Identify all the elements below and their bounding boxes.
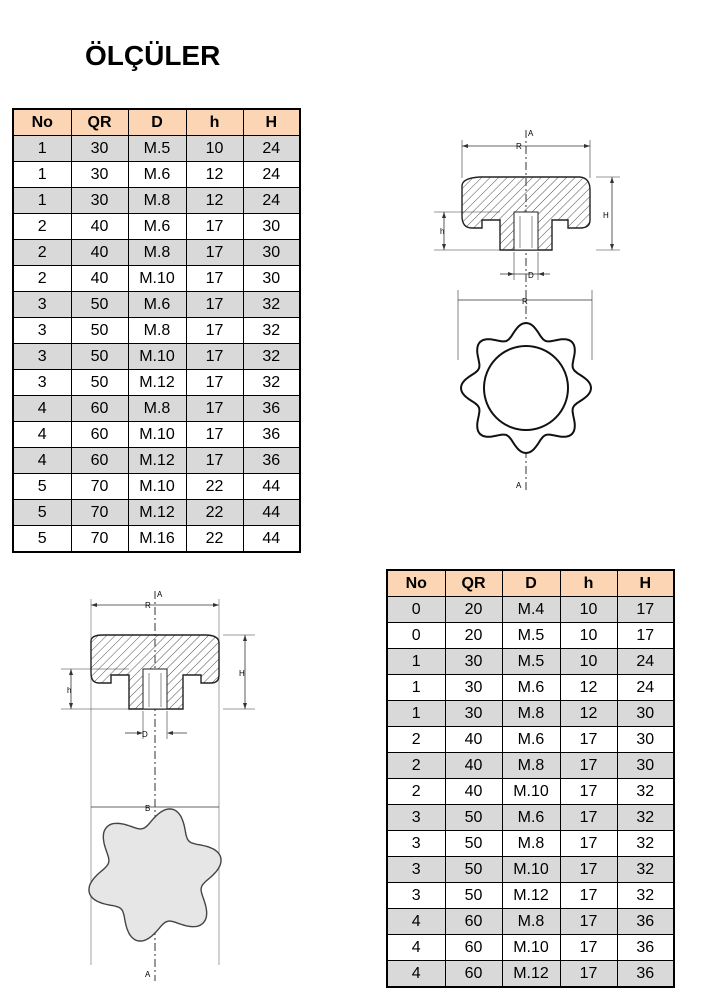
table-row [387, 779, 674, 805]
table-cell: 32 [617, 805, 674, 831]
table-cell: 17 [560, 831, 617, 857]
table-cell: M.10 [128, 266, 186, 292]
table-cell: 4 [13, 422, 71, 448]
table-row [387, 857, 674, 883]
table-row [13, 448, 300, 474]
table-cell: 12 [560, 675, 617, 701]
table-row [13, 422, 300, 448]
table-cell: 3 [13, 370, 71, 396]
table-cell: 20 [445, 597, 502, 623]
table-cell: 30 [71, 188, 128, 214]
table-cell: 3 [13, 292, 71, 318]
table-cell: 50 [71, 370, 128, 396]
column-header: h [186, 109, 243, 136]
table-cell: 50 [71, 318, 128, 344]
table-cell: 17 [186, 396, 243, 422]
table-cell: 50 [71, 292, 128, 318]
height-shank-label: h [67, 686, 72, 695]
table-cell: 44 [243, 526, 300, 553]
table-row [13, 292, 300, 318]
table-cell: 32 [243, 370, 300, 396]
table-cell: 32 [243, 318, 300, 344]
table-cell: 17 [186, 344, 243, 370]
table-cell: 44 [243, 474, 300, 500]
table-cell: 3 [387, 831, 445, 857]
table-cell: 32 [243, 344, 300, 370]
table-cell: M.8 [502, 831, 560, 857]
axis-label-top: A [157, 590, 163, 599]
table-cell: 60 [71, 422, 128, 448]
table-cell: 30 [445, 701, 502, 727]
table-cell: 36 [617, 909, 674, 935]
diameter-label: D [142, 730, 148, 739]
table-cell: 40 [445, 779, 502, 805]
table-cell: 17 [186, 448, 243, 474]
table-cell: M.8 [128, 318, 186, 344]
table-cell: M.6 [502, 675, 560, 701]
table-cell: 17 [560, 857, 617, 883]
table-cell: 17 [186, 318, 243, 344]
table-cell: M.16 [128, 526, 186, 553]
axis-label-top: A [528, 129, 534, 138]
table-cell: 17 [560, 727, 617, 753]
column-header: D [128, 109, 186, 136]
table-cell: M.12 [128, 500, 186, 526]
table-cell: 20 [445, 623, 502, 649]
table-cell: 22 [186, 500, 243, 526]
table-cell: 24 [243, 188, 300, 214]
table-cell: M.8 [128, 188, 186, 214]
table-cell: 3 [387, 805, 445, 831]
table-cell: M.10 [128, 422, 186, 448]
table-cell: M.5 [502, 623, 560, 649]
table-cell: 17 [560, 753, 617, 779]
table-cell: 1 [387, 649, 445, 675]
table-cell: 4 [387, 935, 445, 961]
table-row [387, 623, 674, 649]
table-cell: 32 [617, 857, 674, 883]
table-row [13, 214, 300, 240]
table-row [387, 831, 674, 857]
table-cell: 1 [13, 136, 71, 162]
table-cell: 17 [560, 805, 617, 831]
table-cell: 32 [243, 292, 300, 318]
table-cell: 36 [617, 961, 674, 988]
table-row [13, 266, 300, 292]
height-shank-label: h [440, 227, 445, 236]
table-cell: 32 [617, 883, 674, 909]
table-cell: 2 [13, 266, 71, 292]
table-cell: 2 [387, 727, 445, 753]
table-cell: 50 [71, 344, 128, 370]
table-row [13, 474, 300, 500]
table-cell: 4 [13, 448, 71, 474]
table-cell: 40 [445, 727, 502, 753]
table-row [13, 240, 300, 266]
table-cell: M.5 [502, 649, 560, 675]
threaded-insert [514, 212, 538, 250]
table-cell: 3 [387, 883, 445, 909]
table-cell: 22 [186, 526, 243, 553]
table-cell: M.10 [502, 857, 560, 883]
table-cell: M.8 [502, 909, 560, 935]
table-cell: 40 [71, 266, 128, 292]
table-cell: 10 [560, 623, 617, 649]
table-row [13, 318, 300, 344]
page-title: ÖLÇÜLER [85, 40, 221, 71]
table-row [13, 162, 300, 188]
table-cell: M.8 [502, 701, 560, 727]
table-cell: 36 [617, 935, 674, 961]
column-header: QR [71, 109, 128, 136]
table-row [387, 909, 674, 935]
knob-drawing-2 [55, 585, 265, 985]
table-cell: 5 [13, 500, 71, 526]
table-cell: 30 [243, 266, 300, 292]
table-cell: 32 [617, 779, 674, 805]
table-row [13, 370, 300, 396]
table-cell: 2 [387, 753, 445, 779]
table-cell: M.4 [502, 597, 560, 623]
table-cell: 4 [13, 396, 71, 422]
table-cell: 3 [387, 857, 445, 883]
table-cell: 50 [445, 805, 502, 831]
table-cell: M.12 [128, 448, 186, 474]
table-cell: M.6 [502, 727, 560, 753]
table-cell: 40 [71, 240, 128, 266]
table-cell: 24 [243, 136, 300, 162]
table-cell: 12 [186, 188, 243, 214]
table-cell: M.6 [502, 805, 560, 831]
table-cell: 2 [387, 779, 445, 805]
table-row [13, 136, 300, 162]
table-cell: 22 [186, 474, 243, 500]
table-cell: 60 [71, 448, 128, 474]
table-cell: 17 [560, 935, 617, 961]
table-cell: M.12 [502, 883, 560, 909]
table-cell: 30 [617, 727, 674, 753]
table-cell: 30 [243, 240, 300, 266]
table-row [387, 727, 674, 753]
table-row [387, 883, 674, 909]
axis-label-bottom: A [145, 970, 151, 979]
table-cell: 60 [445, 935, 502, 961]
table-row [387, 753, 674, 779]
table-cell: M.6 [128, 214, 186, 240]
table-cell: 30 [445, 675, 502, 701]
table-cell: 50 [445, 831, 502, 857]
table-cell: 17 [186, 266, 243, 292]
table-cell: 30 [71, 136, 128, 162]
table-cell: 3 [13, 344, 71, 370]
table-cell: 10 [560, 649, 617, 675]
table-row [13, 188, 300, 214]
table-cell: M.10 [128, 344, 186, 370]
table-cell: 17 [617, 623, 674, 649]
table-cell: 2 [13, 214, 71, 240]
knob-scalloped-outline [89, 809, 221, 941]
table-cell: 50 [445, 857, 502, 883]
table-cell: M.10 [502, 779, 560, 805]
table-header-row [13, 109, 300, 136]
table-cell: 17 [560, 779, 617, 805]
table-cell: 30 [445, 649, 502, 675]
width-label: R [145, 601, 151, 610]
table-cell: 40 [71, 214, 128, 240]
table-cell: 60 [71, 396, 128, 422]
column-header: D [502, 570, 560, 597]
table-cell: 17 [186, 370, 243, 396]
table-row [387, 805, 674, 831]
diameter-label: D [528, 271, 534, 280]
table-cell: 50 [445, 883, 502, 909]
table-cell: 17 [186, 214, 243, 240]
table-cell: 5 [13, 526, 71, 553]
table-row [387, 935, 674, 961]
knob-lobed-outline [461, 323, 591, 453]
column-header: h [560, 570, 617, 597]
height-total-label: H [603, 211, 609, 220]
table-cell: 70 [71, 526, 128, 553]
table-cell: 30 [617, 701, 674, 727]
table-cell: 24 [617, 675, 674, 701]
table-row [13, 344, 300, 370]
table-cell: 12 [560, 701, 617, 727]
dimensions-table-2 [386, 569, 675, 988]
table-row [387, 597, 674, 623]
table-cell: 2 [13, 240, 71, 266]
table-row [387, 675, 674, 701]
knob-drawing-1 [420, 120, 620, 500]
table-cell: 60 [445, 909, 502, 935]
table-cell: 4 [387, 909, 445, 935]
table-cell: 3 [13, 318, 71, 344]
column-header: No [387, 570, 445, 597]
table-cell: 5 [13, 474, 71, 500]
body-width-label: B [145, 804, 151, 813]
height-total-label: H [239, 669, 245, 678]
table-cell: 32 [617, 831, 674, 857]
table-cell: 17 [186, 240, 243, 266]
table-cell: 1 [13, 188, 71, 214]
table-cell: M.8 [128, 240, 186, 266]
table-header-row [387, 570, 674, 597]
table-row [13, 526, 300, 553]
table-cell: M.8 [502, 753, 560, 779]
table-cell: M.6 [128, 162, 186, 188]
table-cell: 24 [243, 162, 300, 188]
table-cell: 30 [617, 753, 674, 779]
body-width-label: R [522, 297, 528, 306]
table-row [13, 500, 300, 526]
table-cell: 10 [560, 597, 617, 623]
table-cell: 17 [560, 961, 617, 988]
table-cell: 30 [71, 162, 128, 188]
table-cell: 17 [186, 422, 243, 448]
table-cell: 30 [243, 214, 300, 240]
table-cell: 17 [186, 292, 243, 318]
width-label: R [516, 142, 522, 151]
table-cell: 12 [186, 162, 243, 188]
threaded-insert [143, 669, 167, 709]
table-cell: 36 [243, 396, 300, 422]
column-header: QR [445, 570, 502, 597]
table-row [387, 701, 674, 727]
table-cell: M.12 [128, 370, 186, 396]
table-cell: 0 [387, 623, 445, 649]
table-cell: M.6 [128, 292, 186, 318]
table-cell: 1 [387, 701, 445, 727]
table-cell: M.10 [502, 935, 560, 961]
table-cell: 44 [243, 500, 300, 526]
column-header: H [617, 570, 674, 597]
table-cell: M.10 [128, 474, 186, 500]
table-cell: 17 [560, 909, 617, 935]
table-cell: 4 [387, 961, 445, 988]
table-cell: M.12 [502, 961, 560, 988]
dimensions-table-1 [12, 108, 301, 553]
table-cell: 70 [71, 500, 128, 526]
column-header: H [243, 109, 300, 136]
table-row [13, 396, 300, 422]
table-row [387, 649, 674, 675]
table-cell: 17 [617, 597, 674, 623]
table-cell: 24 [617, 649, 674, 675]
table-cell: M.8 [128, 396, 186, 422]
table-cell: 0 [387, 597, 445, 623]
table-cell: 1 [387, 675, 445, 701]
table-cell: 70 [71, 474, 128, 500]
table-cell: 36 [243, 422, 300, 448]
table-row [387, 961, 674, 988]
table-cell: 10 [186, 136, 243, 162]
table-cell: 40 [445, 753, 502, 779]
table-cell: 17 [560, 883, 617, 909]
axis-label-bottom: A [516, 481, 522, 490]
column-header: No [13, 109, 71, 136]
table-cell: 60 [445, 961, 502, 988]
table-cell: 1 [13, 162, 71, 188]
table-cell: 36 [243, 448, 300, 474]
table-cell: M.5 [128, 136, 186, 162]
